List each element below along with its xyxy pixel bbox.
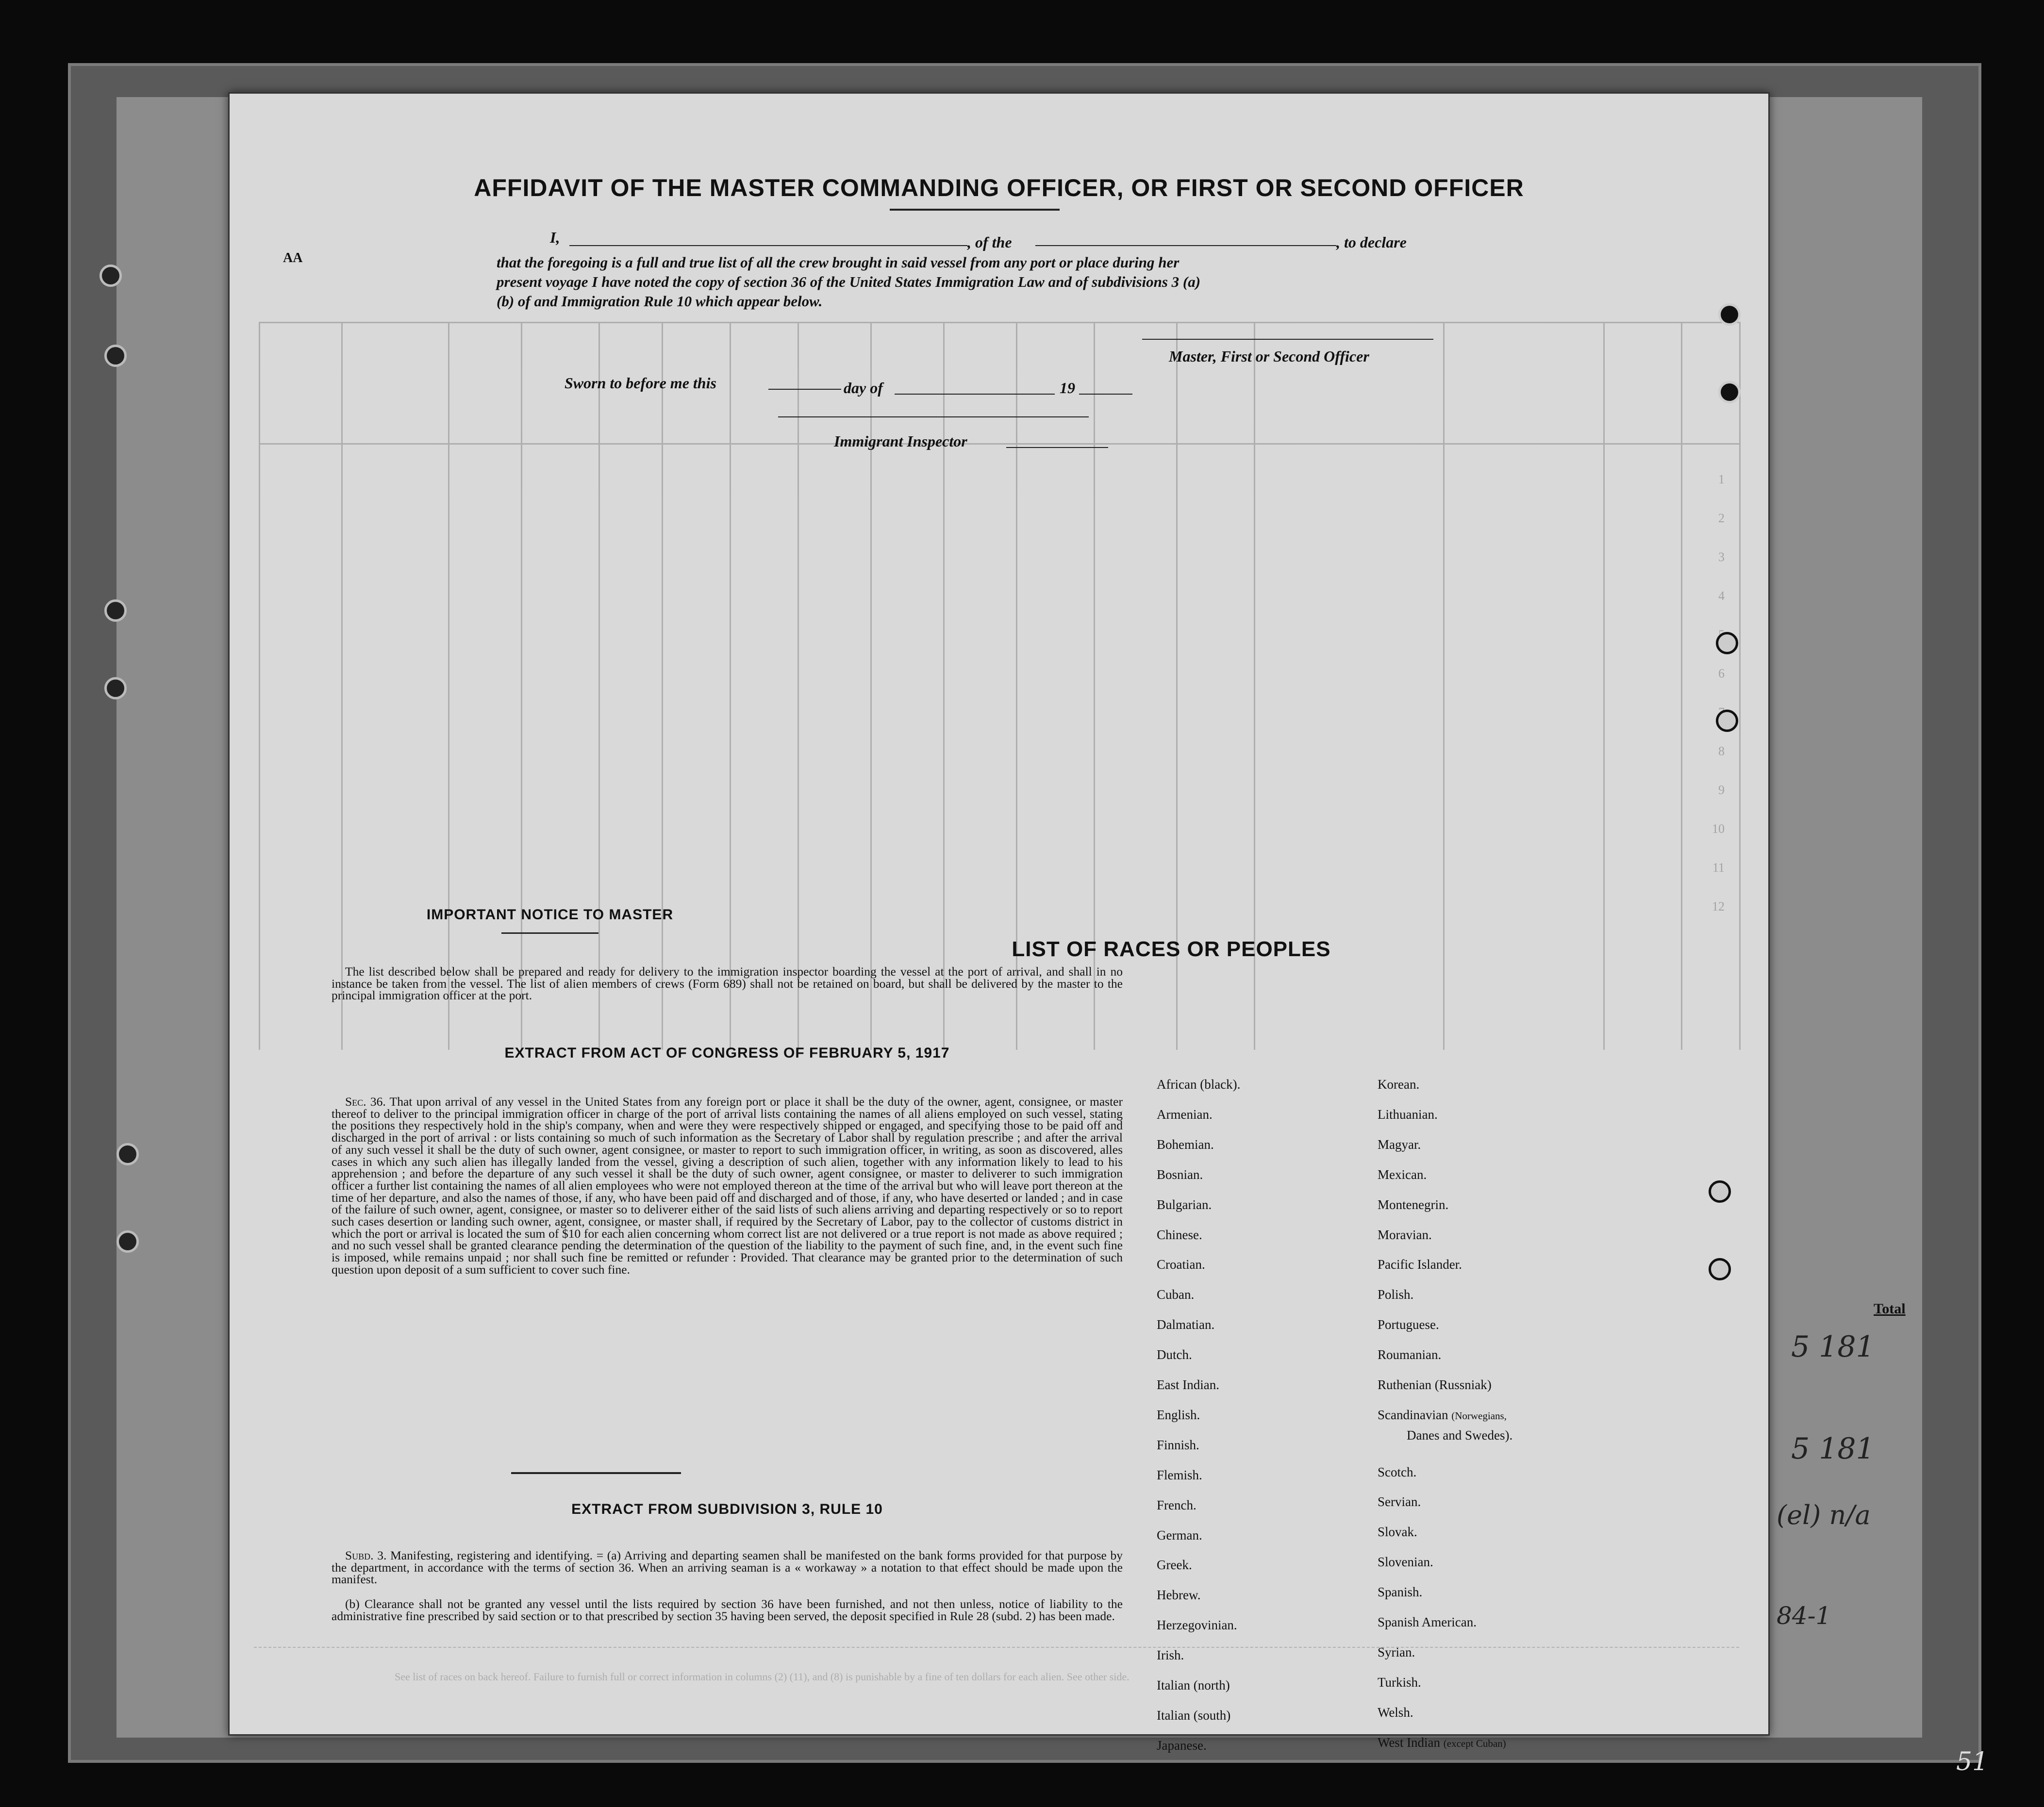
race-right-item: Syrian. — [1378, 1644, 1415, 1659]
race-left-item: Italian (south) — [1157, 1708, 1231, 1723]
race-left-item: East Indian. — [1157, 1377, 1219, 1392]
binder-hole-icon — [104, 599, 127, 622]
title-underline — [890, 209, 1060, 211]
act-extract-title: EXTRACT FROM ACT OF CONGRESS OF FEBRUARY 5, 1917 — [504, 1045, 950, 1061]
bottom-number: 51 — [1956, 1747, 1989, 1776]
act-extract-divider — [511, 1472, 681, 1474]
affidavit-line-3: present voyage I have noted the copy of section 36 of the United States Immigration Law and of subdivisions 3 (a) — [497, 273, 1201, 290]
race-left-item: Greek. — [1157, 1558, 1192, 1573]
binder-hole-icon — [1709, 1180, 1731, 1203]
subd-3-label: Subd. 3. — [345, 1548, 387, 1562]
binder-hole-icon — [116, 1143, 139, 1165]
race-left-item: German. — [1157, 1527, 1202, 1542]
race-left-item: Bohemian. — [1157, 1137, 1214, 1152]
binder-hole-icon — [100, 265, 122, 287]
immigrant-inspector-label: Immigrant Inspector — [834, 432, 967, 450]
scribble-2: 84-1 — [1777, 1602, 1831, 1630]
race-left-item: Cuban. — [1157, 1287, 1195, 1302]
sworn-day-blank — [768, 389, 841, 390]
year-blank — [1079, 394, 1132, 395]
inspector-blank — [1006, 447, 1108, 448]
race-left-item: Dutch. — [1157, 1347, 1192, 1362]
race-right-item: Polish. — [1378, 1287, 1414, 1302]
affidavit-line-4: (b) of and Immigration Rule 10 which appear below. — [497, 293, 823, 310]
affidavit-form-page — [228, 92, 1770, 1753]
notice-underline — [501, 932, 598, 934]
race-left-item: Flemish. — [1157, 1467, 1202, 1482]
race-right-item: Scotch. — [1378, 1464, 1417, 1479]
race-right-item: Portuguese. — [1378, 1317, 1439, 1332]
act-extract-text — [332, 1096, 1123, 1276]
margin-mark: AA — [283, 250, 303, 265]
binder-hole-icon — [1718, 303, 1741, 326]
binder-hole-icon — [1716, 632, 1738, 654]
race-left-item: Armenian. — [1157, 1107, 1213, 1122]
race-left-item: Dalmatian. — [1157, 1317, 1215, 1332]
binder-hole-icon — [1709, 1258, 1731, 1280]
race-right-item: Spanish. — [1378, 1585, 1423, 1600]
inspector-signature-line — [778, 416, 1089, 417]
race-left-item: Croatian. — [1157, 1257, 1205, 1272]
important-notice-title: IMPORTANT NOTICE TO MASTER — [426, 907, 674, 923]
race-right-item: Slovak. — [1378, 1525, 1417, 1540]
race-name: Scandinavian — [1378, 1407, 1448, 1422]
race-right-item — [1378, 1735, 1506, 1750]
race-right-item: Korean. — [1378, 1077, 1420, 1092]
race-left-item: Italian (north) — [1157, 1678, 1230, 1692]
race-right-item: Ruthenian (Russniak) — [1378, 1377, 1492, 1392]
race-name: West Indian — [1378, 1735, 1441, 1750]
rule-extract-title: EXTRACT FROM SUBDIVISION 3, RULE 10 — [571, 1501, 883, 1517]
binder-hole-icon — [104, 345, 127, 367]
sworn-label: Sworn to before me this — [565, 374, 716, 392]
important-notice-text: The list described below shall be prepared and ready for delivery to the immigration inspector boarding the vessel at the port of arrival, and shall in no instance be taken from the vessel. The list of alien members of crews (Form 689) shall not be retained on board, but shall be delivered by the master to the principal immigration officer at the port. — [332, 964, 1123, 1003]
bleed-through-table: 1 2 3 4 6 8 9 10 11 12 — [230, 94, 1768, 1734]
year-label: 19 — [1060, 379, 1075, 397]
rule-extract-b: (b) Clearance shall not be granted any vessel until the lists required by section 36 have been furnished, and not then unless, notice of liability to the administrative fine prescribed by said section or to that prescribed by section 35 having been served, the deposit specified in Rule 28 (subd. 2) has been made. — [332, 1597, 1123, 1623]
race-left-item: Herzegovinian. — [1157, 1618, 1237, 1633]
race-right-item: Roumanian. — [1378, 1347, 1442, 1362]
rule-extract-a — [332, 1550, 1123, 1586]
race-right-item: Magyar. — [1378, 1137, 1421, 1152]
race-note: (except Cuban) — [1443, 1737, 1506, 1749]
race-right-item: Montenegrin. — [1378, 1197, 1449, 1212]
race-left-item: Bosnian. — [1157, 1167, 1203, 1182]
race-right-item: Turkish. — [1378, 1674, 1421, 1690]
month-blank — [895, 394, 1055, 395]
race-right-item: Moravian. — [1378, 1227, 1432, 1242]
race-left-item: English. — [1157, 1407, 1200, 1422]
race-right-item: Lithuanian. — [1378, 1107, 1438, 1122]
race-left-item: French. — [1157, 1497, 1196, 1512]
sec-36-label: Sec. 36. — [345, 1094, 386, 1109]
form-title: AFFIDAVIT OF THE MASTER COMMANDING OFFICER, OR FIRST OR SECOND OFFICER — [474, 174, 1524, 201]
affidavit-line-2: that the foregoing is a full and true list of all the crew brought in said vessel from any port or place during her — [497, 254, 1180, 271]
sec-36-body: That upon arrival of any vessel in the United States from any foreign port or place it shall be the duty of the owner, agent, consignee, or master thereof to deliver to the principal immigration officer in charge of the port of arrival lists containing the names of all aliens employed on such vessel, stating the positions they respectively hold in the ship's company, when and were they were respectively shipped or engaged, and specifying those to be paid off and discharged in the port of arrival : or lists containing so much of such information as the Secretary of Labor shall by regulation prescribe ; and after the arrival of any such vessel it shall be the duty of such owner, agent consignee, or master to report to such immigration officer, in writing, as soon as discovered, alles cases in which any such alien has illegally landed from the vessel, giving a description of such alien, together with any information likely to lead to his apprehension ; and before the departure of any such vessel it shall be the duty of such owner, agent consignee, or master to deliverer to such immigration officer a further list containing the names of all alien employees who were not employed thereon at the time of the arrival but who will leave port thereon at the time of her departure, and also the names of those, if any, who have been paid off and discharged and of those, if any, who have deserted or landed ; and in case of the failure of such owner, agent, consignee, or master so to deliverer either of the said lists of such aliens arriving and departing respectively or so to report such cases desertion or landing such owner, agent, consignee, or master shall, if required by the Secretary of Labor, pay to the collector of customs district in which the port or arrival is located the sum of $10 for each alien concerning whom correct list are not delivered or a true report is not made as above required ; and no such vessel shall be granted clearance pending the determination of the question of the liability to the payment of such fine, and, in the event such fine is imposed, while remains unpaid ; nor shall such fine be remitted or refunder : Provided. That clearance may be granted prior to the determination of such question upon deposit of a sum sufficient to cover such fine. — [332, 1094, 1123, 1277]
day-of-label: day of — [844, 379, 883, 397]
race-left-item: Chinese. — [1157, 1227, 1202, 1242]
race-right-item: Spanish American. — [1378, 1615, 1477, 1629]
tally-1: 5 181 — [1791, 1330, 1875, 1364]
race-left-item: Finnish. — [1157, 1437, 1199, 1452]
scribble-1: (el) n/a — [1777, 1500, 1871, 1530]
affidavit-i: I, — [550, 229, 560, 246]
affidavit-to-declare: , to declare — [1336, 233, 1407, 251]
race-left-item: African (black). — [1157, 1077, 1241, 1092]
race-left-item: Hebrew. — [1157, 1588, 1201, 1603]
race-right-item: Mexican. — [1378, 1167, 1427, 1182]
binder-hole-icon — [1716, 710, 1738, 732]
race-note: (Norwegians, — [1451, 1409, 1507, 1422]
affidavit-of-the: , of the — [967, 233, 1012, 251]
master-officer-label: Master, First or Second Officer — [1169, 348, 1369, 365]
total-label: Total — [1874, 1301, 1906, 1317]
bottom-bleed-text: See list of races on back hereof. Failure to furnish full or correct information in columns (2) (11), and (8) is punishable by a fine of ten dollars for each alien. See other side. — [395, 1671, 1130, 1683]
races-title: LIST OF RACES OR PEOPLES — [1012, 937, 1331, 961]
binder-hole-icon — [1718, 381, 1741, 403]
binder-hole-icon — [116, 1230, 139, 1253]
tally-2: 5 181 — [1791, 1432, 1875, 1466]
race-note: Danes and Swedes). — [1407, 1427, 1513, 1442]
vessel-blank — [1035, 245, 1336, 246]
page-bottom-rule — [254, 1647, 1739, 1648]
race-right-item: Slovenian. — [1378, 1555, 1433, 1570]
race-right-item — [1378, 1408, 1507, 1423]
race-left-item: Japanese. — [1157, 1738, 1207, 1753]
race-left-item: Bulgarian. — [1157, 1197, 1212, 1212]
race-right-item: Welsh. — [1378, 1705, 1413, 1720]
name-blank — [569, 245, 967, 246]
race-left-item: Irish. — [1157, 1648, 1184, 1663]
binder-hole-icon — [104, 677, 127, 699]
race-right-item: Servian. — [1378, 1494, 1421, 1509]
race-right-item: Pacific Islander. — [1378, 1257, 1462, 1272]
subd-3a-body: Manifesting, registering and identifying. = (a) Arriving and departing seamen shall be manifested on the bank forms provided for that purpose by the department, in accordance with the terms of section 36. When an arriving seaman is a « workaway » a notation to that effect should be made upon the manifest. — [332, 1548, 1123, 1587]
master-signature-line — [1142, 339, 1433, 340]
